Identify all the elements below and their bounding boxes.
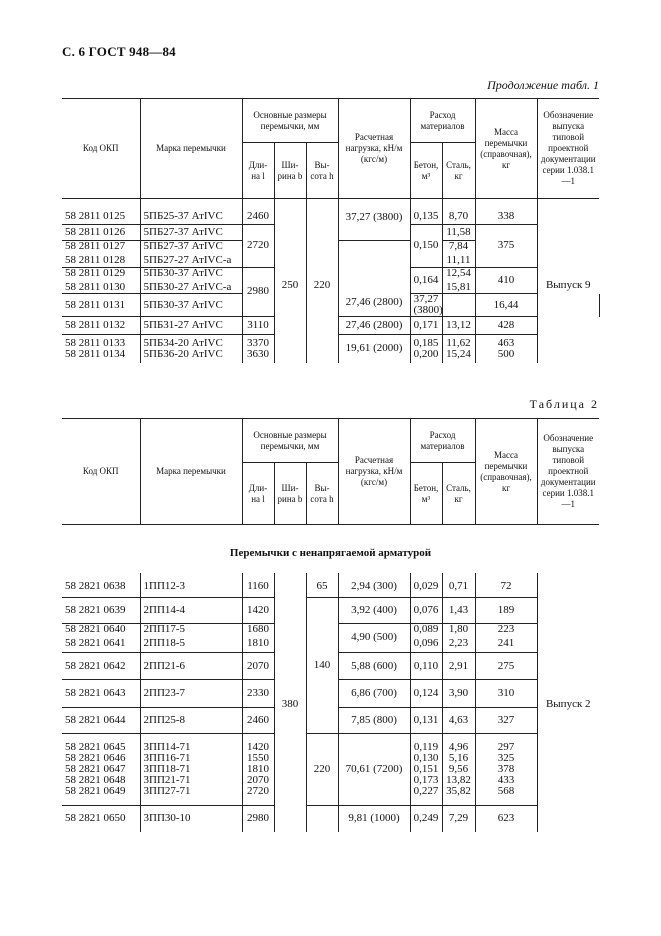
table-row-mass: 72 — [475, 577, 537, 597]
table-row-length: 2460 — [242, 209, 274, 225]
table-row-steel: 11,11 — [442, 255, 475, 267]
table-row-load: 2,94 (300) — [338, 577, 410, 597]
header-mark: Марка перемычки — [140, 99, 242, 199]
section-title: Перемычки с ненапрягаемой арматурой — [229, 547, 432, 559]
table-row-concrete: 0,249 — [410, 806, 442, 832]
table-row-code: 58 2821 0643 — [62, 680, 140, 708]
table-row-load: 6,86 (700) — [338, 680, 410, 708]
table-row-code: 58 2821 0650 — [62, 806, 140, 832]
table-row-concrete: 0,089 — [410, 623, 442, 638]
table-row-mass: 338 — [475, 209, 537, 225]
table-row-concrete: 0,076 — [410, 597, 442, 623]
table-row-length: 1680 — [242, 623, 274, 638]
merged-load: 19,61 (2000) — [338, 335, 410, 363]
header-steel: Сталь, кг — [442, 143, 475, 199]
header-concrete: Бетон, м³ — [410, 143, 442, 199]
table-row-mark: 2ПП25-8 — [140, 708, 242, 734]
header-length: Дли-на l — [242, 143, 274, 199]
merged-series: Выпуск 2 — [545, 697, 591, 710]
table-row-code: 58 2811 0128 — [62, 255, 140, 267]
table-row-steel: 2,23 — [442, 638, 475, 653]
table-row-code: 58 2811 0126 — [62, 225, 140, 241]
table-row-concrete: 0,110 — [410, 653, 442, 680]
header-code: Код ОКП — [62, 419, 140, 525]
table-2-caption: Таблица 2 — [529, 397, 599, 411]
table-row-mark: 3ПП30-10 — [140, 806, 242, 832]
merged-concrete: 0,150 — [410, 225, 442, 268]
table-row-length: 2980 — [242, 806, 274, 832]
table-row-mark: 1ПП12-3 — [140, 577, 242, 597]
header-steel: Сталь, кг — [442, 463, 475, 525]
header-height: Вы-сота h — [306, 143, 338, 199]
table-row-length: 3370 3630 — [242, 335, 274, 363]
table-row-mass: 428 — [475, 317, 537, 335]
header-width: Ши-рина b — [274, 143, 306, 199]
header-load: Расчетная нагрузка, кН/м (кгс/м) — [338, 419, 410, 525]
table-row-steel: 2,91 — [442, 653, 475, 680]
table-row-length: 2460 — [242, 708, 274, 734]
table-row-concrete: 0,096 — [410, 638, 442, 653]
table-row-load: 37,27 (3800) — [410, 294, 442, 317]
table-row-mark: 2ПП14-4 — [140, 597, 242, 623]
continuation-label: Продолжение табл. 1 — [487, 78, 599, 92]
table-row-mark: 5ПБ27-37 АтIVC — [140, 225, 242, 241]
table-row-concrete: 0,029 — [410, 577, 442, 597]
merged-mass: 375 — [475, 225, 537, 268]
header-series: Обозначение выпуска типовой проектной документации серии 1.038.1—1 — [537, 99, 599, 199]
merged-width: 250 — [274, 209, 306, 363]
table-row-mark: 2ПП17-5 — [140, 623, 242, 638]
table-2-body — [62, 573, 599, 832]
table-row-code: 58 2811 0132 — [62, 317, 140, 335]
table-row-mass: 463 500 — [475, 335, 537, 363]
table-row-steel: 4,96 5,16 9,56 13,82 35,82 — [442, 734, 475, 806]
table-row-code: 58 2811 0133 58 2811 0134 — [62, 335, 140, 363]
table-row-mark: 2ПП21-6 — [140, 653, 242, 680]
table-row-length: 1420 — [242, 597, 274, 623]
table-row-mass: 189 — [475, 597, 537, 623]
table-row-steel: 7,84 — [442, 241, 475, 256]
table-row-mass: 241 — [475, 638, 537, 653]
table-row-mark: 3ПП14-71 3ПП16-71 3ПП18-71 3ПП21-71 3ПП27-71 — [140, 734, 242, 806]
table-row-steel: 13,12 — [442, 317, 475, 335]
table-row-load: 27,46 (2800) — [338, 317, 410, 335]
table-row-steel: 1,80 — [442, 623, 475, 638]
table-row-load: 3,92 (400) — [338, 597, 410, 623]
table-row-steel: 11,62 15,24 — [442, 335, 475, 363]
merged-series: Выпуск 9 — [545, 279, 591, 291]
table-row-mark: 5ПБ30-27 АтIVC-а — [140, 282, 242, 294]
table-row-code: 58 2821 0642 — [62, 653, 140, 680]
table-row-length: 3110 — [242, 317, 274, 335]
header-dims: Основные размеры перемычки, мм — [242, 99, 338, 143]
table-row-concrete: 0,124 — [410, 680, 442, 708]
table-row-steel: 12,54 — [442, 267, 475, 282]
table-row-mass: 623 — [475, 806, 537, 832]
header-materials: Расход материалов — [410, 419, 475, 463]
table-1 — [62, 98, 600, 363]
table-row-code: 58 2821 0645 58 2821 0646 58 2821 0647 58 2821 0648 58 2821 0649 — [62, 734, 140, 806]
header-series: Обозначение выпуска типовой проектной документации серии 1.038.1—1 — [537, 419, 599, 525]
merged-load: 27,46 (2800) — [338, 241, 410, 317]
table-row-code: 58 2821 0641 — [62, 638, 140, 653]
page-header: С. 6 ГОСТ 948—84 — [62, 44, 176, 59]
header-code: Код ОКП — [62, 99, 140, 199]
header-width: Ши-рина b — [274, 463, 306, 525]
table-row-load: 5,88 (600) — [338, 653, 410, 680]
table-row-concrete: 0,171 — [410, 317, 442, 335]
merged-length: 2980 — [242, 267, 274, 317]
table-row-code: 58 2811 0127 — [62, 241, 140, 256]
table-row-code: 58 2821 0638 — [62, 577, 140, 597]
header-height: Вы-сота h — [306, 463, 338, 525]
table-row-steel: 1,43 — [442, 597, 475, 623]
table-row-mark: 5ПБ27-27 АтIVC-а — [140, 255, 242, 267]
table-row-steel: 0,71 — [442, 577, 475, 597]
table-row-steel: 4,63 — [442, 708, 475, 734]
header-length: Дли-на l — [242, 463, 274, 525]
table-row-mass: 297 325 378 433 568 — [475, 734, 537, 806]
merged-length: 2720 — [242, 225, 274, 268]
table-row-mass: 310 — [475, 680, 537, 708]
table-row-mass: 223 — [475, 623, 537, 638]
table-row-code: 58 2821 0640 — [62, 623, 140, 638]
table-row-mark: 5ПБ25-37 АтIVC — [140, 209, 242, 225]
table-row-load: 7,85 (800) — [338, 708, 410, 734]
table-row-length: 1420 1550 1810 2070 2720 — [242, 734, 274, 806]
merged-height: 140 — [306, 597, 338, 734]
table-row-length: 2330 — [242, 680, 274, 708]
table-row-mark: 2ПП23-7 — [140, 680, 242, 708]
table-row-length: 2070 — [242, 653, 274, 680]
table-row-code: 58 2811 0130 — [62, 282, 140, 294]
table-row-mass: 327 — [475, 708, 537, 734]
header-mark: Марка перемычки — [140, 419, 242, 525]
table-row-mark: 5ПБ27-37 АтIVC — [140, 241, 242, 256]
table-row-steel: 11,58 — [442, 225, 475, 241]
table-row-mass: 275 — [475, 653, 537, 680]
table-row-load: 37,27 (3800) — [338, 209, 410, 241]
table-row-length: 1160 — [242, 577, 274, 597]
table-row-steel: 8,70 — [442, 209, 475, 225]
table-row-concrete: 0,131 — [410, 708, 442, 734]
table-row-steel: 7,29 — [442, 806, 475, 832]
merged-height: 220 — [306, 209, 338, 363]
table-row-code: 58 2821 0644 — [62, 708, 140, 734]
table-row-code: 58 2811 0125 — [62, 209, 140, 225]
header-concrete: Бетон, м³ — [410, 463, 442, 525]
table-row-mark: 2ПП18-5 — [140, 638, 242, 653]
table-row-concrete: 0,119 0,130 0,151 0,173 0,227 — [410, 734, 442, 806]
header-materials: Расход материалов — [410, 99, 475, 143]
table-row-mark: 5ПБ31-27 АтIVC — [140, 317, 242, 335]
table-row-code: 58 2811 0129 — [62, 267, 140, 282]
table-row-mark: 5ПБ30-37 АтIVC — [140, 294, 242, 317]
merged-load: 70,61 (7200) — [338, 734, 410, 806]
table-row-mark: 5ПБ34-20 АтIVC 5ПБ36-20 АтIVC — [140, 335, 242, 363]
merged-load: 4,90 (500) — [338, 623, 410, 653]
header-mass: Масса перемычки (справочная), кг — [475, 99, 537, 199]
merged-width: 380 — [274, 577, 306, 832]
table-row-concrete: 0,185 0,200 — [410, 335, 442, 363]
table-row-steel: 16,44 — [475, 294, 537, 317]
table-row-steel: 15,81 — [442, 282, 475, 294]
table-row-mark: 5ПБ30-37 АтIVC — [140, 267, 242, 282]
table-row-load: 9,81 (1000) — [338, 806, 410, 832]
table-2-header — [62, 418, 599, 525]
table-row-code: 58 2811 0131 — [62, 294, 140, 317]
table-row-height: 65 — [306, 577, 338, 597]
header-dims: Основные размеры перемычки, мм — [242, 419, 338, 463]
table-row-steel: 3,90 — [442, 680, 475, 708]
header-mass: Масса перемычки (справочная), кг — [475, 419, 537, 525]
merged-mass: 410 — [475, 267, 537, 294]
merged-height: 220 — [306, 734, 338, 806]
merged-concrete: 0,164 — [410, 267, 442, 294]
table-row-length: 1810 — [242, 638, 274, 653]
table-row-concrete: 0,135 — [410, 209, 442, 225]
header-load: Расчетная нагрузка, кН/м (кгс/м) — [338, 99, 410, 199]
table-row-code: 58 2821 0639 — [62, 597, 140, 623]
